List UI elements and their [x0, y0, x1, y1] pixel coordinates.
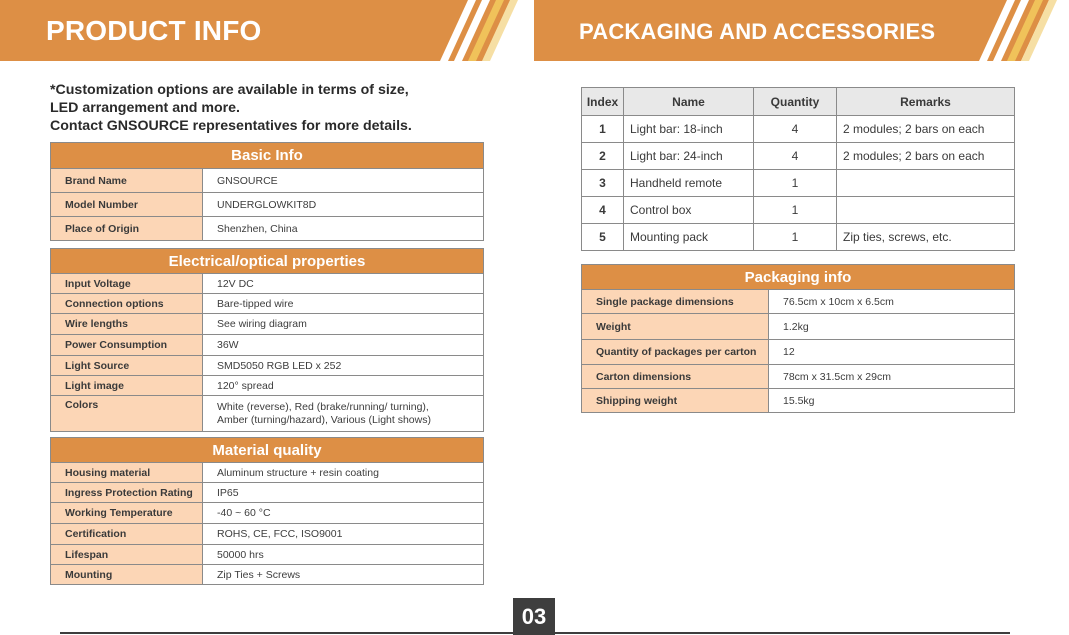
row-label: Certification	[51, 524, 203, 545]
basic-info-table	[50, 142, 484, 241]
page-title-packaging: PACKAGING AND ACCESSORIES	[579, 19, 936, 44]
row-label: Wire lengths	[51, 314, 203, 335]
row-value: 12V DC	[203, 274, 484, 294]
colors-line-1: White (reverse), Red (brake/running/ turning),	[217, 400, 429, 413]
product-info-banner	[0, 0, 534, 61]
cell-name: Mounting pack	[624, 224, 754, 251]
row-value: 12	[769, 340, 1015, 365]
header-index: Index	[582, 88, 624, 116]
row-label: Shipping weight	[582, 389, 769, 413]
cell-remarks	[837, 197, 1015, 224]
row-label: Single package dimensions	[582, 290, 769, 314]
cell-index: 4	[582, 197, 624, 224]
cell-remarks: 2 modules; 2 bars on each	[837, 116, 1015, 143]
cell-name: Handheld remote	[624, 170, 754, 197]
cell-quantity: 1	[754, 197, 837, 224]
cell-remarks: 2 modules; 2 bars on each	[837, 143, 1015, 170]
cell-name: Light bar: 18-inch	[624, 116, 754, 143]
row-label: Mounting	[51, 565, 203, 585]
row-label: Housing material	[51, 463, 203, 483]
row-value: IP65	[203, 483, 484, 503]
table-row	[582, 197, 1015, 224]
cell-quantity: 1	[754, 224, 837, 251]
row-value: 120° spread	[203, 376, 484, 396]
cell-remarks	[837, 170, 1015, 197]
header-quantity: Quantity	[754, 88, 837, 116]
row-label: Working Temperature	[51, 503, 203, 524]
row-value: 76.5cm x 10cm x 6.5cm	[769, 290, 1015, 314]
table-row	[582, 170, 1015, 197]
row-value: Aluminum structure + resin coating	[203, 463, 484, 483]
row-label: Connection options	[51, 294, 203, 314]
row-label: Quantity of packages per carton	[582, 340, 769, 365]
row-value: Bare-tipped wire	[203, 294, 484, 314]
note-line-1: *Customization options are available in terms of size,	[50, 82, 409, 98]
row-label: Light Source	[51, 356, 203, 376]
row-value-multiline	[203, 396, 484, 432]
row-label: Colors	[51, 396, 203, 432]
cell-index: 2	[582, 143, 624, 170]
row-label: Lifespan	[51, 545, 203, 565]
row-label: Carton dimensions	[582, 365, 769, 389]
section-title-basic-info: Basic Info	[51, 143, 484, 169]
row-value: 78cm x 31.5cm x 29cm	[769, 365, 1015, 389]
header-name: Name	[624, 88, 754, 116]
cell-remarks: Zip ties, screws, etc.	[837, 224, 1015, 251]
section-title-electrical: Electrical/optical properties	[51, 249, 484, 274]
row-value: UNDERGLOWKIT8D	[203, 193, 484, 217]
table-row	[582, 224, 1015, 251]
cell-quantity: 4	[754, 143, 837, 170]
row-value: 36W	[203, 335, 484, 356]
section-title-material: Material quality	[51, 438, 484, 463]
accessories-table	[581, 87, 1015, 251]
packaging-banner	[534, 0, 1069, 61]
row-value: ROHS, CE, FCC, ISO9001	[203, 524, 484, 545]
row-label: Place of Origin	[51, 217, 203, 241]
decorative-stripes	[424, 0, 534, 61]
note-line-3: Contact GNSOURCE representatives for more details.	[50, 118, 412, 134]
page-number: 03	[513, 598, 555, 635]
row-value: 15.5kg	[769, 389, 1015, 413]
row-label: Power Consumption	[51, 335, 203, 356]
row-label: Weight	[582, 314, 769, 340]
cell-name: Light bar: 24-inch	[624, 143, 754, 170]
note-line-2: LED arrangement and more.	[50, 100, 241, 116]
decorative-stripes-right	[959, 0, 1069, 61]
row-value: -40 ~ 60 °C	[203, 503, 484, 524]
cell-quantity: 4	[754, 116, 837, 143]
row-label: Brand Name	[51, 169, 203, 193]
row-value: 1.2kg	[769, 314, 1015, 340]
row-label: Light image	[51, 376, 203, 396]
row-label: Input Voltage	[51, 274, 203, 294]
row-label: Ingress Protection Rating	[51, 483, 203, 503]
cell-index: 5	[582, 224, 624, 251]
colors-line-2: Amber (turning/hazard), Various (Light shows)	[217, 413, 431, 426]
section-title-packaging: Packaging info	[582, 265, 1015, 290]
cell-index: 3	[582, 170, 624, 197]
row-value: Zip Ties + Screws	[203, 565, 484, 585]
row-value: Shenzhen, China	[203, 217, 484, 241]
header-remarks: Remarks	[837, 88, 1015, 116]
cell-index: 1	[582, 116, 624, 143]
row-label: Model Number	[51, 193, 203, 217]
footer-divider	[60, 632, 1010, 634]
material-quality-table	[50, 437, 484, 585]
row-value: 50000 hrs	[203, 545, 484, 565]
cell-name: Control box	[624, 197, 754, 224]
table-row	[582, 116, 1015, 143]
cell-quantity: 1	[754, 170, 837, 197]
page-title-product-info: PRODUCT INFO	[46, 15, 262, 46]
packaging-info-table	[581, 264, 1015, 413]
customization-note	[50, 81, 490, 135]
row-value: SMD5050 RGB LED x 252	[203, 356, 484, 376]
row-value: GNSOURCE	[203, 169, 484, 193]
table-row	[582, 143, 1015, 170]
electrical-properties-table	[50, 248, 484, 432]
row-value: See wiring diagram	[203, 314, 484, 335]
